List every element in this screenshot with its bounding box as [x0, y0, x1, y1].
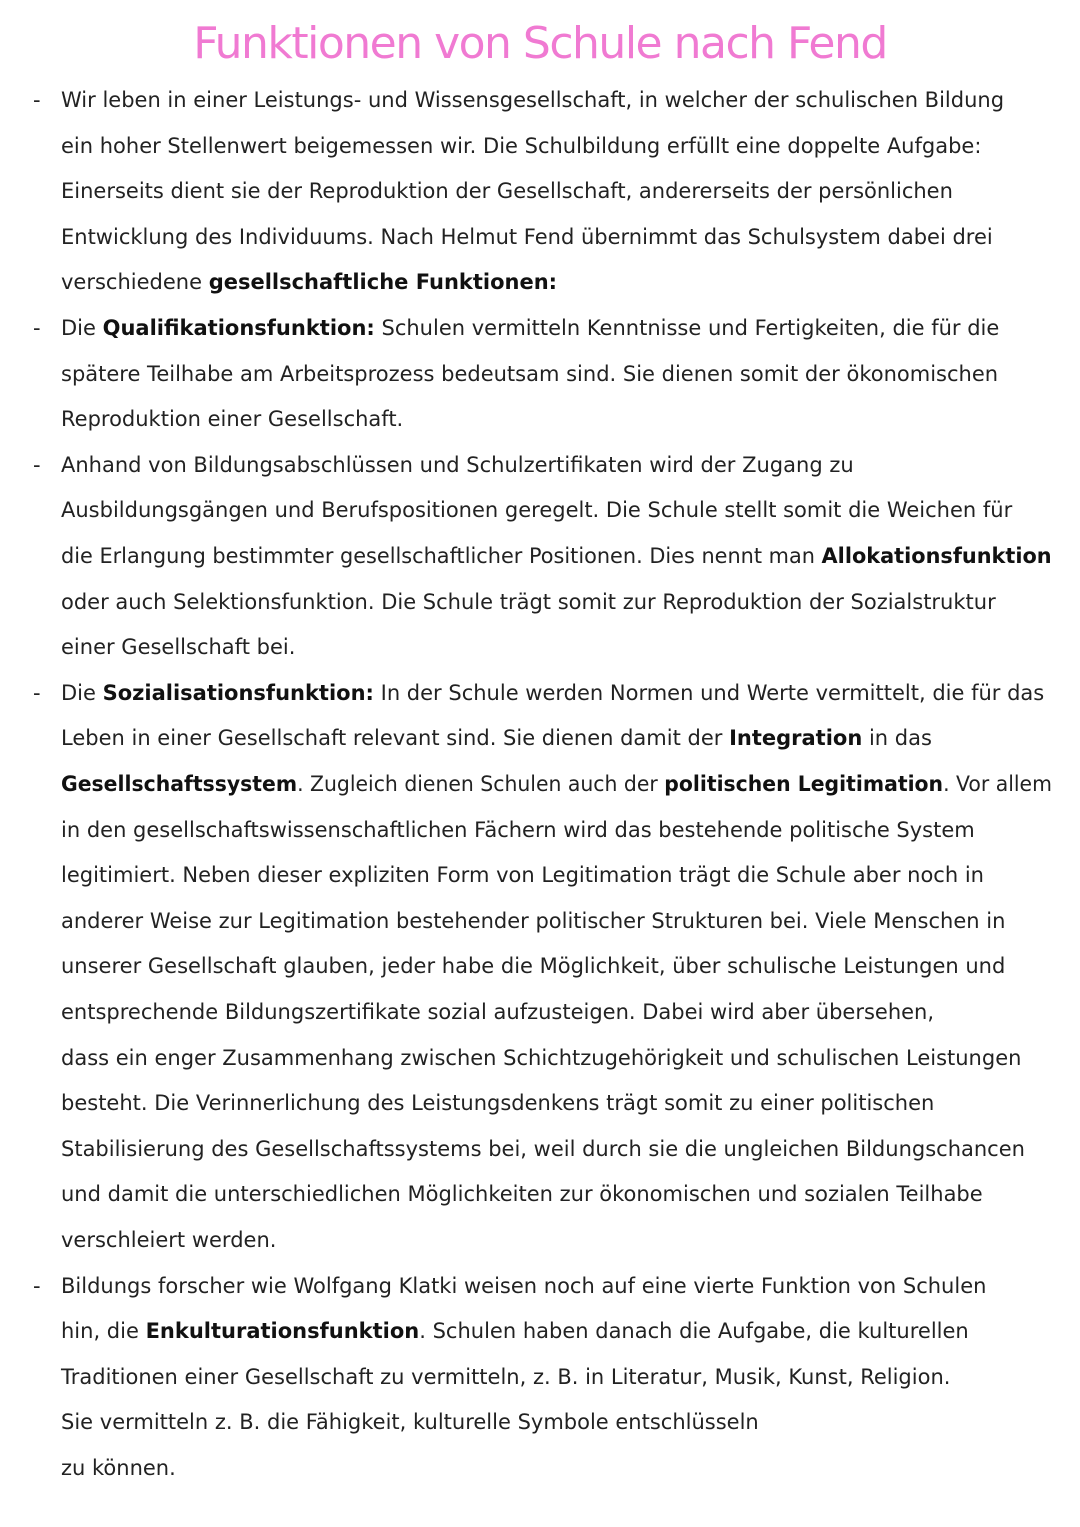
text-span: hin, die	[61, 1319, 146, 1344]
bold-term: Integration	[729, 726, 863, 751]
text-line	[61, 403, 403, 435]
bold-term: Sozialisationsfunktion:	[102, 680, 374, 705]
text-line	[61, 266, 557, 298]
text-span: In der Schule werden Normen und Werte vermittelt, die für das	[373, 680, 1045, 705]
text-line	[61, 677, 1044, 709]
text-span: Leben in einer Gesellschaft relevant sind. Sie dienen damit der	[61, 726, 730, 751]
bold-term: gesellschaftliche Funktionen:	[208, 270, 558, 295]
text-line	[61, 859, 984, 891]
text-span: spätere Teilhabe am Arbeitsprozess bedeutsam sind. Sie dienen somit der ökonomischen	[61, 361, 999, 386]
text-line	[61, 631, 295, 663]
bold-term: Gesellschaftssystem	[61, 772, 298, 796]
text-span: Die	[61, 316, 103, 340]
bullet-dash: -	[33, 88, 41, 112]
text-line	[61, 84, 1004, 116]
text-line	[61, 950, 1005, 982]
text-span: Reproduktion einer Gesellschaft.	[61, 407, 404, 432]
text-span: ein hoher Stellenwert beigemessen wir. Die Schulbildung erfüllt eine doppelte Aufgabe:	[61, 133, 982, 158]
text-line	[61, 494, 1012, 526]
text-span: verschiedene	[61, 270, 209, 295]
text-line	[61, 1315, 969, 1347]
bullet-dash: -	[33, 1273, 41, 1298]
bullet-dash: -	[33, 316, 41, 340]
text-line	[61, 1406, 759, 1438]
text-line	[61, 312, 999, 344]
text-span: . Zugleich dienen Schulen auch der	[297, 772, 665, 796]
text-span: in den gesellschaftswissenschaftlichen Fächern wird das bestehende politische System	[61, 817, 975, 842]
text-line	[61, 996, 934, 1028]
bold-term: Qualifikationsfunktion:	[102, 316, 375, 340]
text-line	[61, 1361, 950, 1393]
text-span: Einerseits dient sie der Reproduktion der Gesellschaft, andererseits der persönlichen	[61, 179, 953, 204]
text-span: die Erlangung bestimmter gesellschaftlicher Positionen. Dies nennt man	[61, 544, 822, 568]
text-span: Schulen vermitteln Kenntnisse und Fertigkeiten, die für die	[374, 316, 1000, 340]
text-span: . Schulen haben danach die Aufgabe, die kulturellen	[419, 1319, 969, 1344]
text-span: dass ein enger Zusammenhang zwischen Schichtzugehörigkeit und schulischen Leistungen	[61, 1045, 1022, 1070]
text-span: besteht. Die Verinnerlichung des Leistungsdenkens trägt somit zu einer politischen	[61, 1091, 935, 1116]
bullet-dash: -	[33, 680, 41, 705]
text-line	[61, 1224, 276, 1256]
text-line	[61, 905, 1005, 937]
text-span: einer Gesellschaft bei.	[61, 635, 296, 660]
text-line	[61, 1042, 1021, 1074]
text-span: Wir leben in einer Leistungs- und Wissensgesellschaft, in welcher der schulischen Bildung	[61, 88, 1005, 112]
text-line	[61, 1087, 934, 1119]
text-line	[61, 722, 932, 754]
text-span: Entwicklung des Individuums. Nach Helmut Fend übernimmt das Schulsystem dabei drei	[61, 224, 993, 249]
text-span: und damit die unterschiedlichen Möglichkeiten zur ökonomischen und sozialen Teilhabe	[61, 1182, 983, 1207]
text-line	[61, 221, 993, 253]
text-span: oder auch Selektionsfunktion. Die Schule trägt somit zur Reproduktion der Sozialstruktur	[61, 589, 996, 614]
text-line	[61, 540, 1052, 572]
text-span: anderer Weise zur Legitimation bestehender politischer Strukturen bei. Viele Menschen in	[61, 908, 1006, 933]
text-line	[61, 449, 854, 481]
text-line	[61, 1452, 176, 1484]
text-line	[61, 768, 1052, 800]
text-span: Stabilisierung des Gesellschaftssystems bei, weil durch sie die ungleichen Bildungschancen	[61, 1136, 1025, 1161]
text-span: Ausbildungsgängen und Berufspositionen geregelt. Die Schule stellt somit die Weichen für	[61, 498, 1013, 523]
bold-term: Allokationsfunktion	[821, 544, 1052, 568]
text-span: zu können.	[61, 1456, 176, 1480]
text-span: unserer Gesellschaft glauben, jeder habe die Möglichkeit, über schulische Leistungen und	[61, 954, 1006, 979]
text-line	[61, 814, 975, 846]
text-span: legitimiert. Neben dieser expliziten Form von Legitimation trägt die Schule aber noch in	[61, 863, 984, 888]
text-line	[61, 130, 981, 162]
bold-term: Enkulturationsfunktion	[145, 1319, 420, 1344]
text-line	[61, 1270, 986, 1302]
text-span: Die	[61, 680, 103, 705]
text-span: Bildungs forscher wie Wolfgang Klatki weisen noch auf eine vierte Funktion von Schulen	[61, 1273, 987, 1298]
bullet-dash: -	[33, 452, 41, 477]
text-line	[61, 586, 996, 618]
text-span: Traditionen einer Gesellschaft zu vermitteln, z. B. in Literatur, Musik, Kunst, Religion.	[61, 1364, 951, 1389]
page-title: Funktionen von Schule nach Fend	[193, 18, 887, 69]
text-span: . Vor allem	[943, 772, 1052, 796]
text-line	[61, 175, 953, 207]
bold-term: politischen Legitimation	[664, 772, 944, 796]
text-span: Anhand von Bildungsabschlüssen und Schulzertifikaten wird der Zugang zu	[61, 452, 854, 477]
text-span: in das	[862, 726, 932, 751]
text-span: Sie vermitteln z. B. die Fähigkeit, kulturelle Symbole entschlüsseln	[61, 1410, 759, 1435]
text-line	[61, 1178, 983, 1210]
text-line	[61, 358, 998, 390]
text-span: verschleiert werden.	[61, 1228, 277, 1252]
text-line	[61, 1133, 1025, 1165]
text-span: entsprechende Bildungszertifikate sozial aufzusteigen. Dabei wird aber übersehen,	[61, 1000, 935, 1024]
